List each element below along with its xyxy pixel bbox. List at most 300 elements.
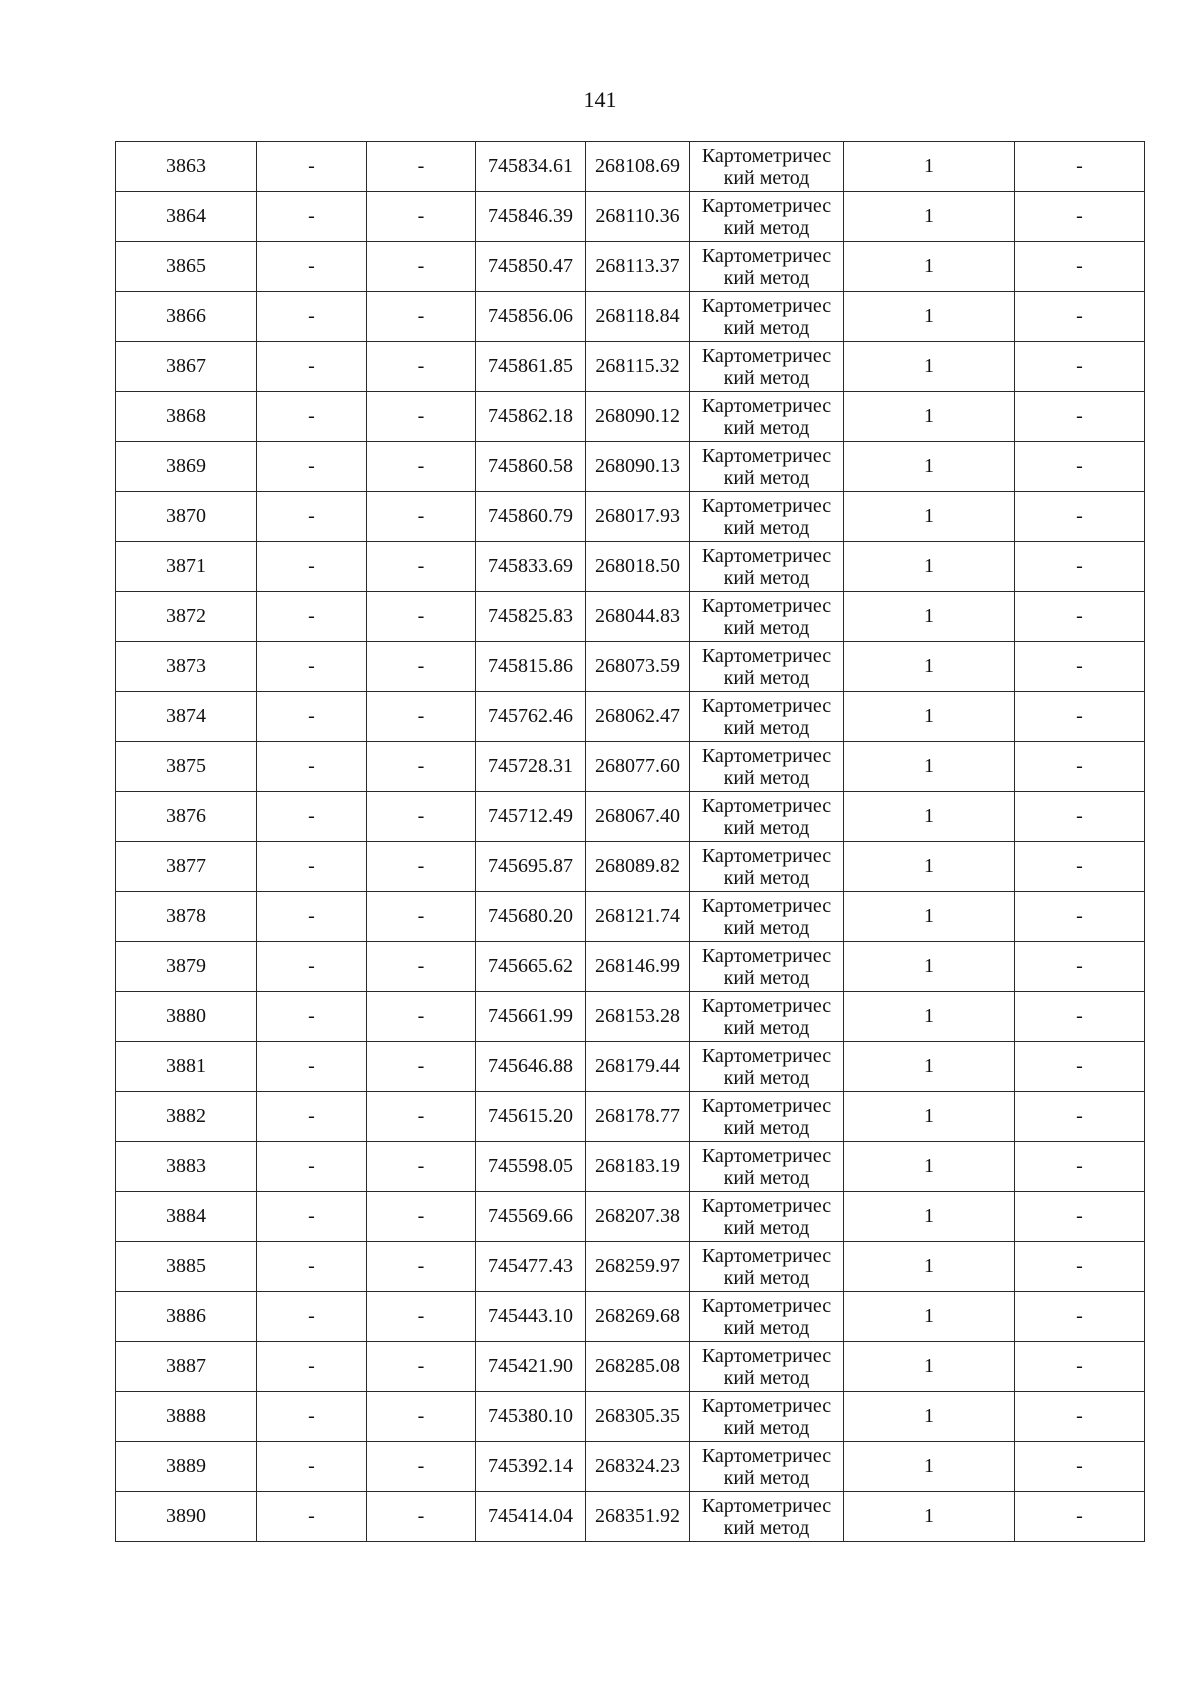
method-line-1: Картометричес [701,544,832,567]
table-row [116,192,1145,242]
point-number-cell: 3863 [116,142,257,192]
method-line-2: кий метод [723,1416,810,1439]
point-number-cell: 3869 [116,442,257,492]
method-line-2: кий метод [723,316,810,339]
x-coordinate-cell: 745569.66 [476,1192,586,1242]
y-coordinate-cell: 268178.77 [586,1092,690,1142]
method-line-2: кий метод [723,1066,810,1089]
column-8-cell: - [1015,642,1145,692]
method-line-1: Картометричес [701,944,832,967]
method-line-2: кий метод [723,1166,810,1189]
column-8-cell: - [1015,392,1145,442]
method-line-1: Картометричес [701,144,832,167]
y-coordinate-cell: 268115.32 [586,342,690,392]
column-3-cell: - [367,142,476,192]
method-line-1: Картометричес [701,1144,832,1167]
x-coordinate-cell: 745665.62 [476,942,586,992]
x-coordinate-cell: 745862.18 [476,392,586,442]
point-number-cell: 3872 [116,592,257,642]
point-number-cell: 3866 [116,292,257,342]
method-line-2: кий метод [723,1316,810,1339]
column-2-cell: - [257,642,367,692]
point-number-cell: 3868 [116,392,257,442]
x-coordinate-cell: 745661.99 [476,992,586,1042]
column-7-cell: 1 [844,542,1015,592]
column-8-cell: - [1015,992,1145,1042]
method-cell [690,1492,844,1542]
method-line-1: Картометричес [701,794,832,817]
column-3-cell: - [367,592,476,642]
method-line-2: кий метод [723,1466,810,1489]
column-7-cell: 1 [844,1342,1015,1392]
method-line-1: Картометричес [701,1294,832,1317]
column-8-cell: - [1015,1042,1145,1092]
table-body [116,142,1145,1542]
column-7-cell: 1 [844,742,1015,792]
method-line-2: кий метод [723,1366,810,1389]
y-coordinate-cell: 268089.82 [586,842,690,892]
method-cell [690,892,844,942]
table-row [116,492,1145,542]
point-number-cell: 3883 [116,1142,257,1192]
column-8-cell: - [1015,892,1145,942]
method-line-1: Картометричес [701,694,832,717]
column-8-cell: - [1015,742,1145,792]
column-8-cell: - [1015,1492,1145,1542]
column-2-cell: - [257,1342,367,1392]
method-cell [690,692,844,742]
method-line-2: кий метод [723,1516,810,1539]
y-coordinate-cell: 268113.37 [586,242,690,292]
method-line-1: Картометричес [701,344,832,367]
column-3-cell: - [367,742,476,792]
column-8-cell: - [1015,192,1145,242]
method-line-1: Картометричес [701,1344,832,1367]
column-3-cell: - [367,1192,476,1242]
y-coordinate-cell: 268179.44 [586,1042,690,1092]
method-cell [690,1292,844,1342]
y-coordinate-cell: 268077.60 [586,742,690,792]
point-number-cell: 3879 [116,942,257,992]
point-number-cell: 3870 [116,492,257,542]
column-2-cell: - [257,1142,367,1192]
point-number-cell: 3864 [116,192,257,242]
method-line-2: кий метод [723,666,810,689]
method-cell [690,242,844,292]
column-2-cell: - [257,542,367,592]
column-7-cell: 1 [844,842,1015,892]
column-2-cell: - [257,942,367,992]
table-row [116,342,1145,392]
column-3-cell: - [367,492,476,542]
y-coordinate-cell: 268090.12 [586,392,690,442]
column-2-cell: - [257,442,367,492]
y-coordinate-cell: 268018.50 [586,542,690,592]
method-cell [690,792,844,842]
point-number-cell: 3889 [116,1442,257,1492]
column-2-cell: - [257,1392,367,1442]
column-7-cell: 1 [844,1392,1015,1442]
x-coordinate-cell: 745712.49 [476,792,586,842]
column-3-cell: - [367,342,476,392]
column-7-cell: 1 [844,692,1015,742]
method-line-2: кий метод [723,1216,810,1239]
column-2-cell: - [257,1092,367,1142]
column-3-cell: - [367,392,476,442]
point-number-cell: 3877 [116,842,257,892]
method-line-1: Картометричес [701,444,832,467]
column-3-cell: - [367,1392,476,1442]
column-7-cell: 1 [844,1242,1015,1292]
method-line-1: Картометричес [701,1394,832,1417]
column-8-cell: - [1015,1292,1145,1342]
method-cell [690,1442,844,1492]
column-7-cell: 1 [844,1042,1015,1092]
column-2-cell: - [257,1192,367,1242]
column-7-cell: 1 [844,892,1015,942]
column-2-cell: - [257,892,367,942]
column-8-cell: - [1015,342,1145,392]
point-number-cell: 3890 [116,1492,257,1542]
method-cell [690,1092,844,1142]
method-cell [690,292,844,342]
column-8-cell: - [1015,1192,1145,1242]
x-coordinate-cell: 745615.20 [476,1092,586,1142]
table-row [116,242,1145,292]
method-line-2: кий метод [723,566,810,589]
x-coordinate-cell: 745833.69 [476,542,586,592]
method-line-2: кий метод [723,916,810,939]
point-number-cell: 3886 [116,1292,257,1342]
method-line-1: Картометричес [701,894,832,917]
y-coordinate-cell: 268183.19 [586,1142,690,1192]
column-3-cell: - [367,892,476,942]
method-line-1: Картометричес [701,744,832,767]
column-3-cell: - [367,192,476,242]
column-7-cell: 1 [844,192,1015,242]
method-line-1: Картометричес [701,1494,832,1517]
column-7-cell: 1 [844,1492,1015,1542]
column-8-cell: - [1015,1442,1145,1492]
x-coordinate-cell: 745850.47 [476,242,586,292]
method-line-1: Картометричес [701,1444,832,1467]
method-line-1: Картометричес [701,1094,832,1117]
coordinates-table [115,141,1145,1542]
x-coordinate-cell: 745695.87 [476,842,586,892]
method-line-1: Картометричес [701,1194,832,1217]
y-coordinate-cell: 268285.08 [586,1342,690,1392]
table-row [116,1092,1145,1142]
x-coordinate-cell: 745846.39 [476,192,586,242]
method-line-2: кий метод [723,416,810,439]
method-line-2: кий метод [723,966,810,989]
column-8-cell: - [1015,1392,1145,1442]
method-cell [690,1042,844,1092]
table-row [116,992,1145,1042]
method-line-1: Картометричес [701,994,832,1017]
y-coordinate-cell: 268067.40 [586,792,690,842]
table-row [116,1392,1145,1442]
column-8-cell: - [1015,942,1145,992]
point-number-cell: 3888 [116,1392,257,1442]
point-number-cell: 3880 [116,992,257,1042]
method-cell [690,1342,844,1392]
column-3-cell: - [367,1042,476,1092]
method-line-1: Картометричес [701,394,832,417]
point-number-cell: 3887 [116,1342,257,1392]
method-line-2: кий метод [723,266,810,289]
column-8-cell: - [1015,442,1145,492]
column-7-cell: 1 [844,142,1015,192]
x-coordinate-cell: 745861.85 [476,342,586,392]
column-8-cell: - [1015,842,1145,892]
method-line-2: кий метод [723,466,810,489]
method-line-1: Картометричес [701,644,832,667]
x-coordinate-cell: 745856.06 [476,292,586,342]
method-cell [690,942,844,992]
column-3-cell: - [367,1242,476,1292]
column-2-cell: - [257,1492,367,1542]
y-coordinate-cell: 268118.84 [586,292,690,342]
method-cell [690,442,844,492]
table-row [116,692,1145,742]
column-3-cell: - [367,1442,476,1492]
table-row [116,1442,1145,1492]
point-number-cell: 3875 [116,742,257,792]
column-2-cell: - [257,692,367,742]
column-7-cell: 1 [844,942,1015,992]
column-2-cell: - [257,392,367,442]
column-8-cell: - [1015,142,1145,192]
y-coordinate-cell: 268146.99 [586,942,690,992]
y-coordinate-cell: 268207.38 [586,1192,690,1242]
column-8-cell: - [1015,1342,1145,1392]
column-2-cell: - [257,592,367,642]
method-line-2: кий метод [723,616,810,639]
column-7-cell: 1 [844,1442,1015,1492]
y-coordinate-cell: 268351.92 [586,1492,690,1542]
table-row [116,292,1145,342]
method-cell [690,592,844,642]
column-3-cell: - [367,1492,476,1542]
method-line-2: кий метод [723,166,810,189]
column-7-cell: 1 [844,1192,1015,1242]
method-line-1: Картометричес [701,844,832,867]
method-line-2: кий метод [723,366,810,389]
method-line-1: Картометричес [701,244,832,267]
method-line-1: Картометричес [701,494,832,517]
point-number-cell: 3878 [116,892,257,942]
column-8-cell: - [1015,292,1145,342]
table-row [116,542,1145,592]
column-7-cell: 1 [844,242,1015,292]
column-7-cell: 1 [844,292,1015,342]
column-8-cell: - [1015,1242,1145,1292]
column-2-cell: - [257,1242,367,1292]
column-3-cell: - [367,942,476,992]
column-7-cell: 1 [844,342,1015,392]
method-line-1: Картометричес [701,1244,832,1267]
y-coordinate-cell: 268305.35 [586,1392,690,1442]
table-row [116,392,1145,442]
column-7-cell: 1 [844,442,1015,492]
column-3-cell: - [367,792,476,842]
method-line-2: кий метод [723,866,810,889]
method-line-1: Картометричес [701,294,832,317]
column-3-cell: - [367,992,476,1042]
table-row [116,792,1145,842]
x-coordinate-cell: 745598.05 [476,1142,586,1192]
x-coordinate-cell: 745414.04 [476,1492,586,1542]
x-coordinate-cell: 745825.83 [476,592,586,642]
column-3-cell: - [367,1342,476,1392]
column-8-cell: - [1015,242,1145,292]
method-line-2: кий метод [723,816,810,839]
column-3-cell: - [367,1142,476,1192]
column-2-cell: - [257,742,367,792]
column-2-cell: - [257,192,367,242]
method-line-2: кий метод [723,716,810,739]
method-cell [690,1192,844,1242]
column-7-cell: 1 [844,1292,1015,1342]
table-row [116,1342,1145,1392]
column-2-cell: - [257,792,367,842]
y-coordinate-cell: 268269.68 [586,1292,690,1342]
method-cell [690,542,844,592]
column-3-cell: - [367,1292,476,1342]
table-row [116,942,1145,992]
table-row [116,842,1145,892]
method-cell [690,1392,844,1442]
method-cell [690,342,844,392]
table-row [116,1242,1145,1292]
column-2-cell: - [257,842,367,892]
column-7-cell: 1 [844,392,1015,442]
y-coordinate-cell: 268259.97 [586,1242,690,1292]
column-2-cell: - [257,1292,367,1342]
column-2-cell: - [257,342,367,392]
y-coordinate-cell: 268110.36 [586,192,690,242]
x-coordinate-cell: 745815.86 [476,642,586,692]
column-7-cell: 1 [844,492,1015,542]
method-cell [690,492,844,542]
y-coordinate-cell: 268017.93 [586,492,690,542]
method-cell [690,392,844,442]
column-3-cell: - [367,692,476,742]
point-number-cell: 3871 [116,542,257,592]
column-8-cell: - [1015,542,1145,592]
point-number-cell: 3884 [116,1192,257,1242]
point-number-cell: 3876 [116,792,257,842]
column-3-cell: - [367,542,476,592]
table-row [116,742,1145,792]
column-7-cell: 1 [844,642,1015,692]
method-line-1: Картометричес [701,194,832,217]
column-3-cell: - [367,242,476,292]
method-cell [690,192,844,242]
column-7-cell: 1 [844,1092,1015,1142]
table-row [116,592,1145,642]
point-number-cell: 3885 [116,1242,257,1292]
page-number: 141 [583,87,617,112]
y-coordinate-cell: 268153.28 [586,992,690,1042]
x-coordinate-cell: 745421.90 [476,1342,586,1392]
column-2-cell: - [257,292,367,342]
x-coordinate-cell: 745860.79 [476,492,586,542]
table-row [116,892,1145,942]
point-number-cell: 3881 [116,1042,257,1092]
column-7-cell: 1 [844,792,1015,842]
column-7-cell: 1 [844,1142,1015,1192]
point-number-cell: 3874 [116,692,257,742]
table-row [116,142,1145,192]
method-cell [690,992,844,1042]
column-2-cell: - [257,492,367,542]
column-2-cell: - [257,992,367,1042]
column-2-cell: - [257,242,367,292]
method-line-2: кий метод [723,216,810,239]
method-line-1: Картометричес [701,1044,832,1067]
x-coordinate-cell: 745443.10 [476,1292,586,1342]
x-coordinate-cell: 745392.14 [476,1442,586,1492]
method-line-2: кий метод [723,1116,810,1139]
table-row [116,1492,1145,1542]
y-coordinate-cell: 268108.69 [586,142,690,192]
table-row [116,1192,1145,1242]
method-line-2: кий метод [723,1016,810,1039]
method-line-2: кий метод [723,766,810,789]
y-coordinate-cell: 268044.83 [586,592,690,642]
column-8-cell: - [1015,1142,1145,1192]
method-line-2: кий метод [723,516,810,539]
y-coordinate-cell: 268121.74 [586,892,690,942]
x-coordinate-cell: 745834.61 [476,142,586,192]
column-3-cell: - [367,1092,476,1142]
x-coordinate-cell: 745477.43 [476,1242,586,1292]
y-coordinate-cell: 268062.47 [586,692,690,742]
column-2-cell: - [257,1442,367,1492]
method-line-2: кий метод [723,1266,810,1289]
column-3-cell: - [367,842,476,892]
method-cell [690,842,844,892]
method-line-1: Картометричес [701,594,832,617]
method-cell [690,742,844,792]
column-8-cell: - [1015,792,1145,842]
point-number-cell: 3873 [116,642,257,692]
table-row [116,1142,1145,1192]
column-8-cell: - [1015,592,1145,642]
column-2-cell: - [257,142,367,192]
y-coordinate-cell: 268090.13 [586,442,690,492]
table-row [116,642,1145,692]
column-8-cell: - [1015,692,1145,742]
column-2-cell: - [257,1042,367,1092]
x-coordinate-cell: 745380.10 [476,1392,586,1442]
column-3-cell: - [367,292,476,342]
column-3-cell: - [367,442,476,492]
x-coordinate-cell: 745860.58 [476,442,586,492]
method-cell [690,642,844,692]
x-coordinate-cell: 745680.20 [476,892,586,942]
point-number-cell: 3865 [116,242,257,292]
y-coordinate-cell: 268073.59 [586,642,690,692]
point-number-cell: 3882 [116,1092,257,1142]
column-7-cell: 1 [844,992,1015,1042]
table-row [116,442,1145,492]
method-cell [690,142,844,192]
x-coordinate-cell: 745728.31 [476,742,586,792]
table-row [116,1292,1145,1342]
